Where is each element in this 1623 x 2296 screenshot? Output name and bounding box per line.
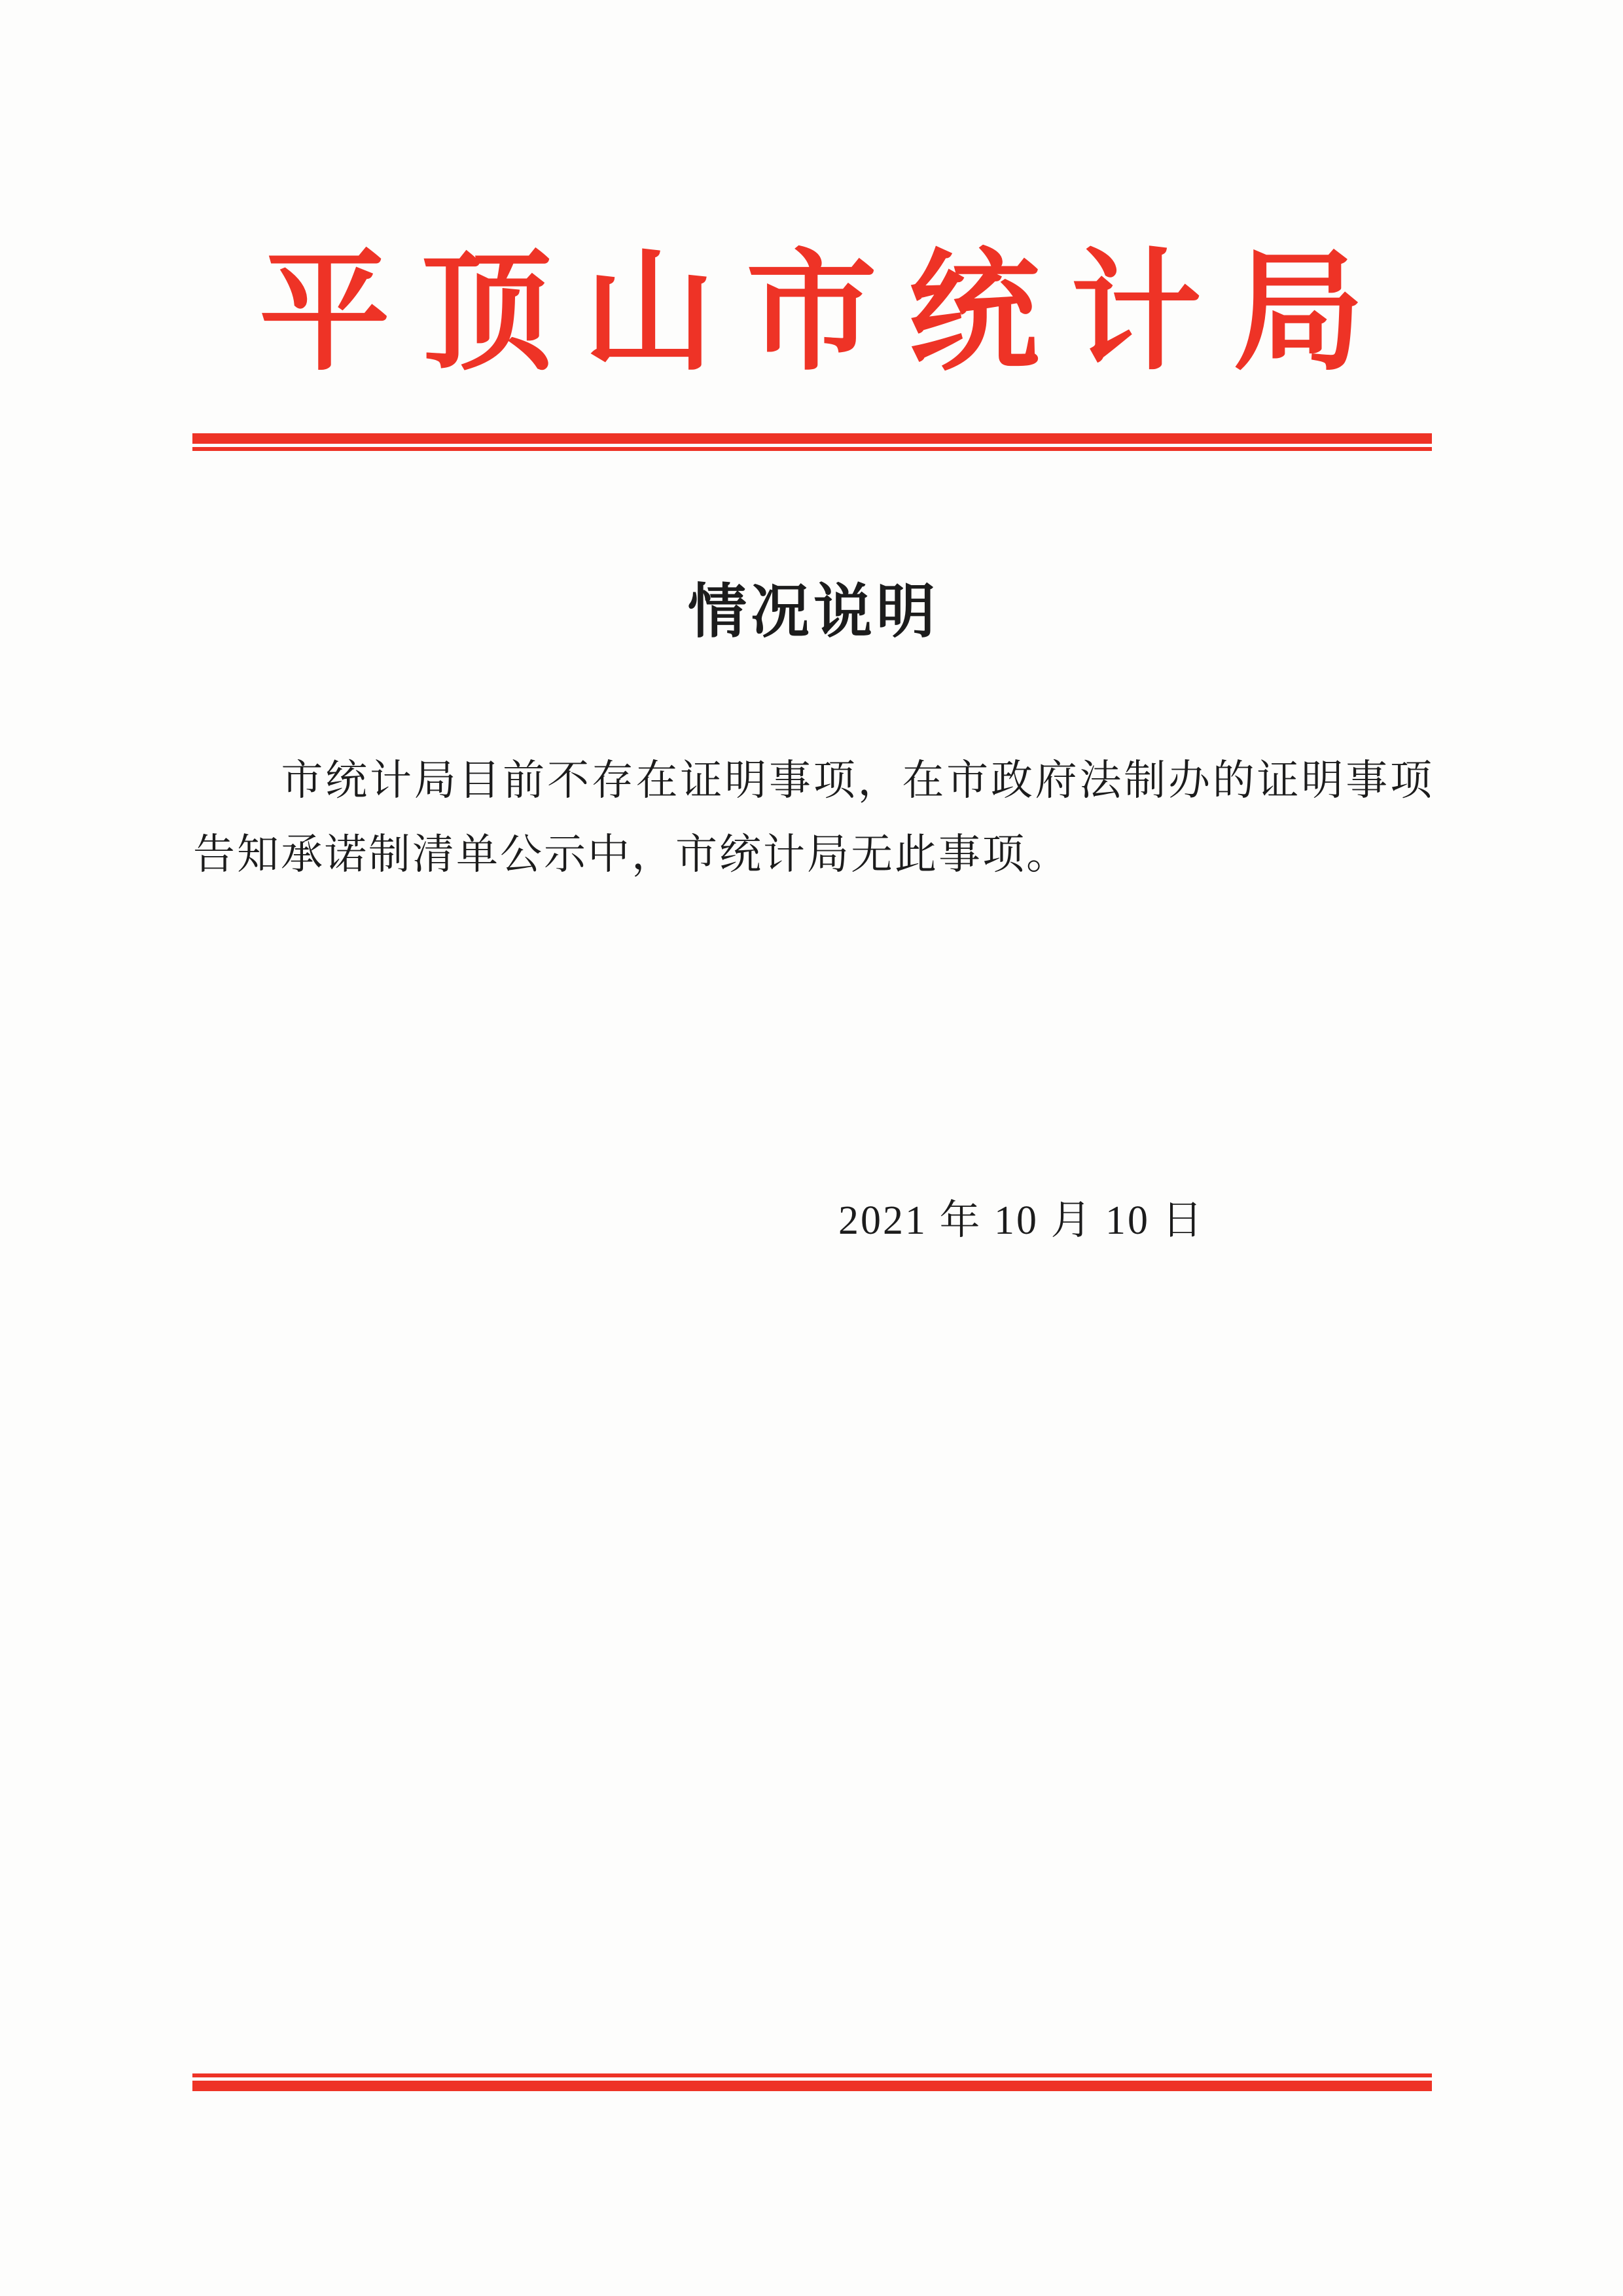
body-paragraph-container — [193, 744, 1434, 891]
red-divider-top — [192, 433, 1432, 451]
body-paragraph: 市统计局目前不存在证明事项，在市政府法制办的证明事项告知承诺制清单公示中，市统计局无此事项。 — [193, 757, 1434, 878]
divider-thick-line — [192, 433, 1432, 444]
letterhead-title: 平顶山市统计局 — [259, 242, 1395, 386]
date-line: 2021 年 10 月 10 日 — [838, 1198, 1205, 1243]
document-title: 情况说明 — [688, 580, 939, 645]
red-divider-bottom — [192, 2073, 1432, 2091]
divider-thin-line — [192, 447, 1432, 451]
divider-thick-line — [192, 2081, 1432, 2091]
